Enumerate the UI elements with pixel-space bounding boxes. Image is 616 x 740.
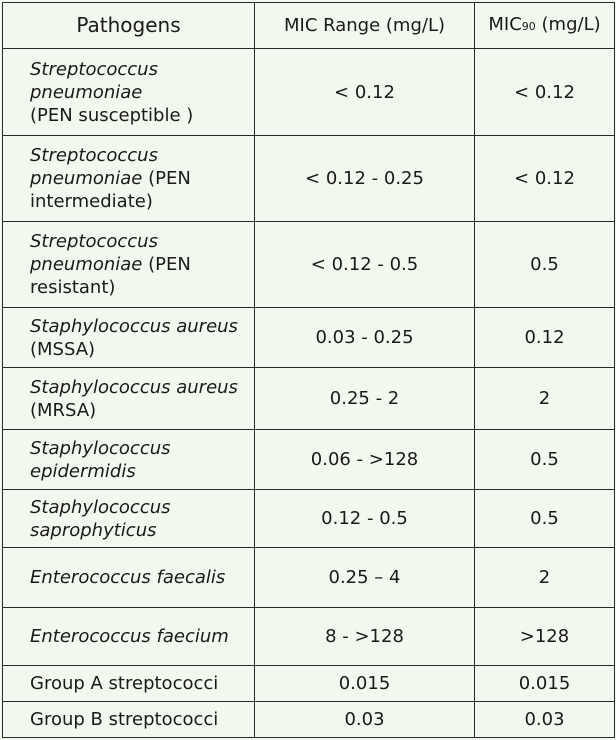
species-name: Streptococcus pneumoniae [30,231,158,275]
mic-range-cell: 0.25 – 4 [255,548,475,608]
table-row [3,430,615,490]
mic-range-header: MIC Range (mg/L) [255,3,475,49]
species-name: Staphylococcus saprophyticus [30,496,171,541]
pathogen-cell [3,430,255,490]
mic90-cell: >128 [475,608,615,666]
pathogen-cell [3,222,255,308]
pathogen-cell [3,702,255,738]
mic-range-cell: 0.015 [255,666,475,702]
mic90-prefix: MIC [488,14,522,35]
pathogen-cell [3,49,255,136]
mic90-cell: 0.5 [475,490,615,548]
pathogen-cell [3,368,255,430]
table-row [3,490,615,548]
mic90-cell: 0.5 [475,222,615,308]
pathogen-cell [3,136,255,222]
pathogen-cell [3,308,255,368]
pathogen-cell [3,548,255,608]
mic90-cell: < 0.12 [475,49,615,136]
table-row [3,49,615,136]
mic-range-cell: 8 - >128 [255,608,475,666]
species-name: Enterococcus faecalis [30,567,226,588]
table-row [3,368,615,430]
table-row [3,702,615,738]
mic90-cell: 0.5 [475,430,615,490]
table-row [3,222,615,308]
strain-qualifier: (MRSA) [30,399,97,421]
strain-qualifier: Group B streptococci [30,709,219,730]
mic-range-cell: < 0.12 - 0.25 [255,136,475,222]
species-name: Streptococcus pneumoniae [30,145,158,189]
pathogen-cell [3,666,255,702]
mic-range-cell: 0.06 - >128 [255,430,475,490]
header-row [3,3,615,49]
mic90-header [475,3,615,49]
mic90-subscript: 90 [521,20,536,33]
species-name: Enterococcus faecium [30,626,229,647]
table-row [3,608,615,666]
pathogen-cell [3,608,255,666]
species-name: Staphylococcus epidermidis [30,437,171,482]
pathogens-header: Pathogens [3,3,255,49]
table-row [3,548,615,608]
mic-range-cell: 0.12 - 0.5 [255,490,475,548]
table-row [3,136,615,222]
mic-range-cell: 0.03 [255,702,475,738]
strain-qualifier: (MSSA) [30,338,96,360]
table-row [3,666,615,702]
mic-range-cell: < 0.12 - 0.5 [255,222,475,308]
mic90-cell: 0.12 [475,308,615,368]
pathogen-cell [3,490,255,548]
mic90-cell: < 0.12 [475,136,615,222]
mic90-suffix: (mg/L) [535,14,601,35]
mic90-cell: 2 [475,368,615,430]
species-name: Streptococcus pneumoniae [30,58,158,103]
mic-range-cell: 0.25 - 2 [255,368,475,430]
mic-range-cell: 0.03 - 0.25 [255,308,475,368]
species-name: Staphylococcus aureus [30,376,238,398]
strain-qualifier: (PEN susceptible ) [30,104,194,126]
strain-qualifier: (PEN resistant) [30,254,191,298]
mic90-cell: 0.015 [475,666,615,702]
mic90-cell: 0.03 [475,702,615,738]
strain-qualifier: (PEN intermediate) [30,168,191,212]
mic-range-cell: < 0.12 [255,49,475,136]
mic-table [2,2,615,738]
mic90-cell: 2 [475,548,615,608]
species-name: Staphylococcus aureus [30,315,238,337]
table-row [3,308,615,368]
strain-qualifier: Group A streptococci [30,673,219,694]
